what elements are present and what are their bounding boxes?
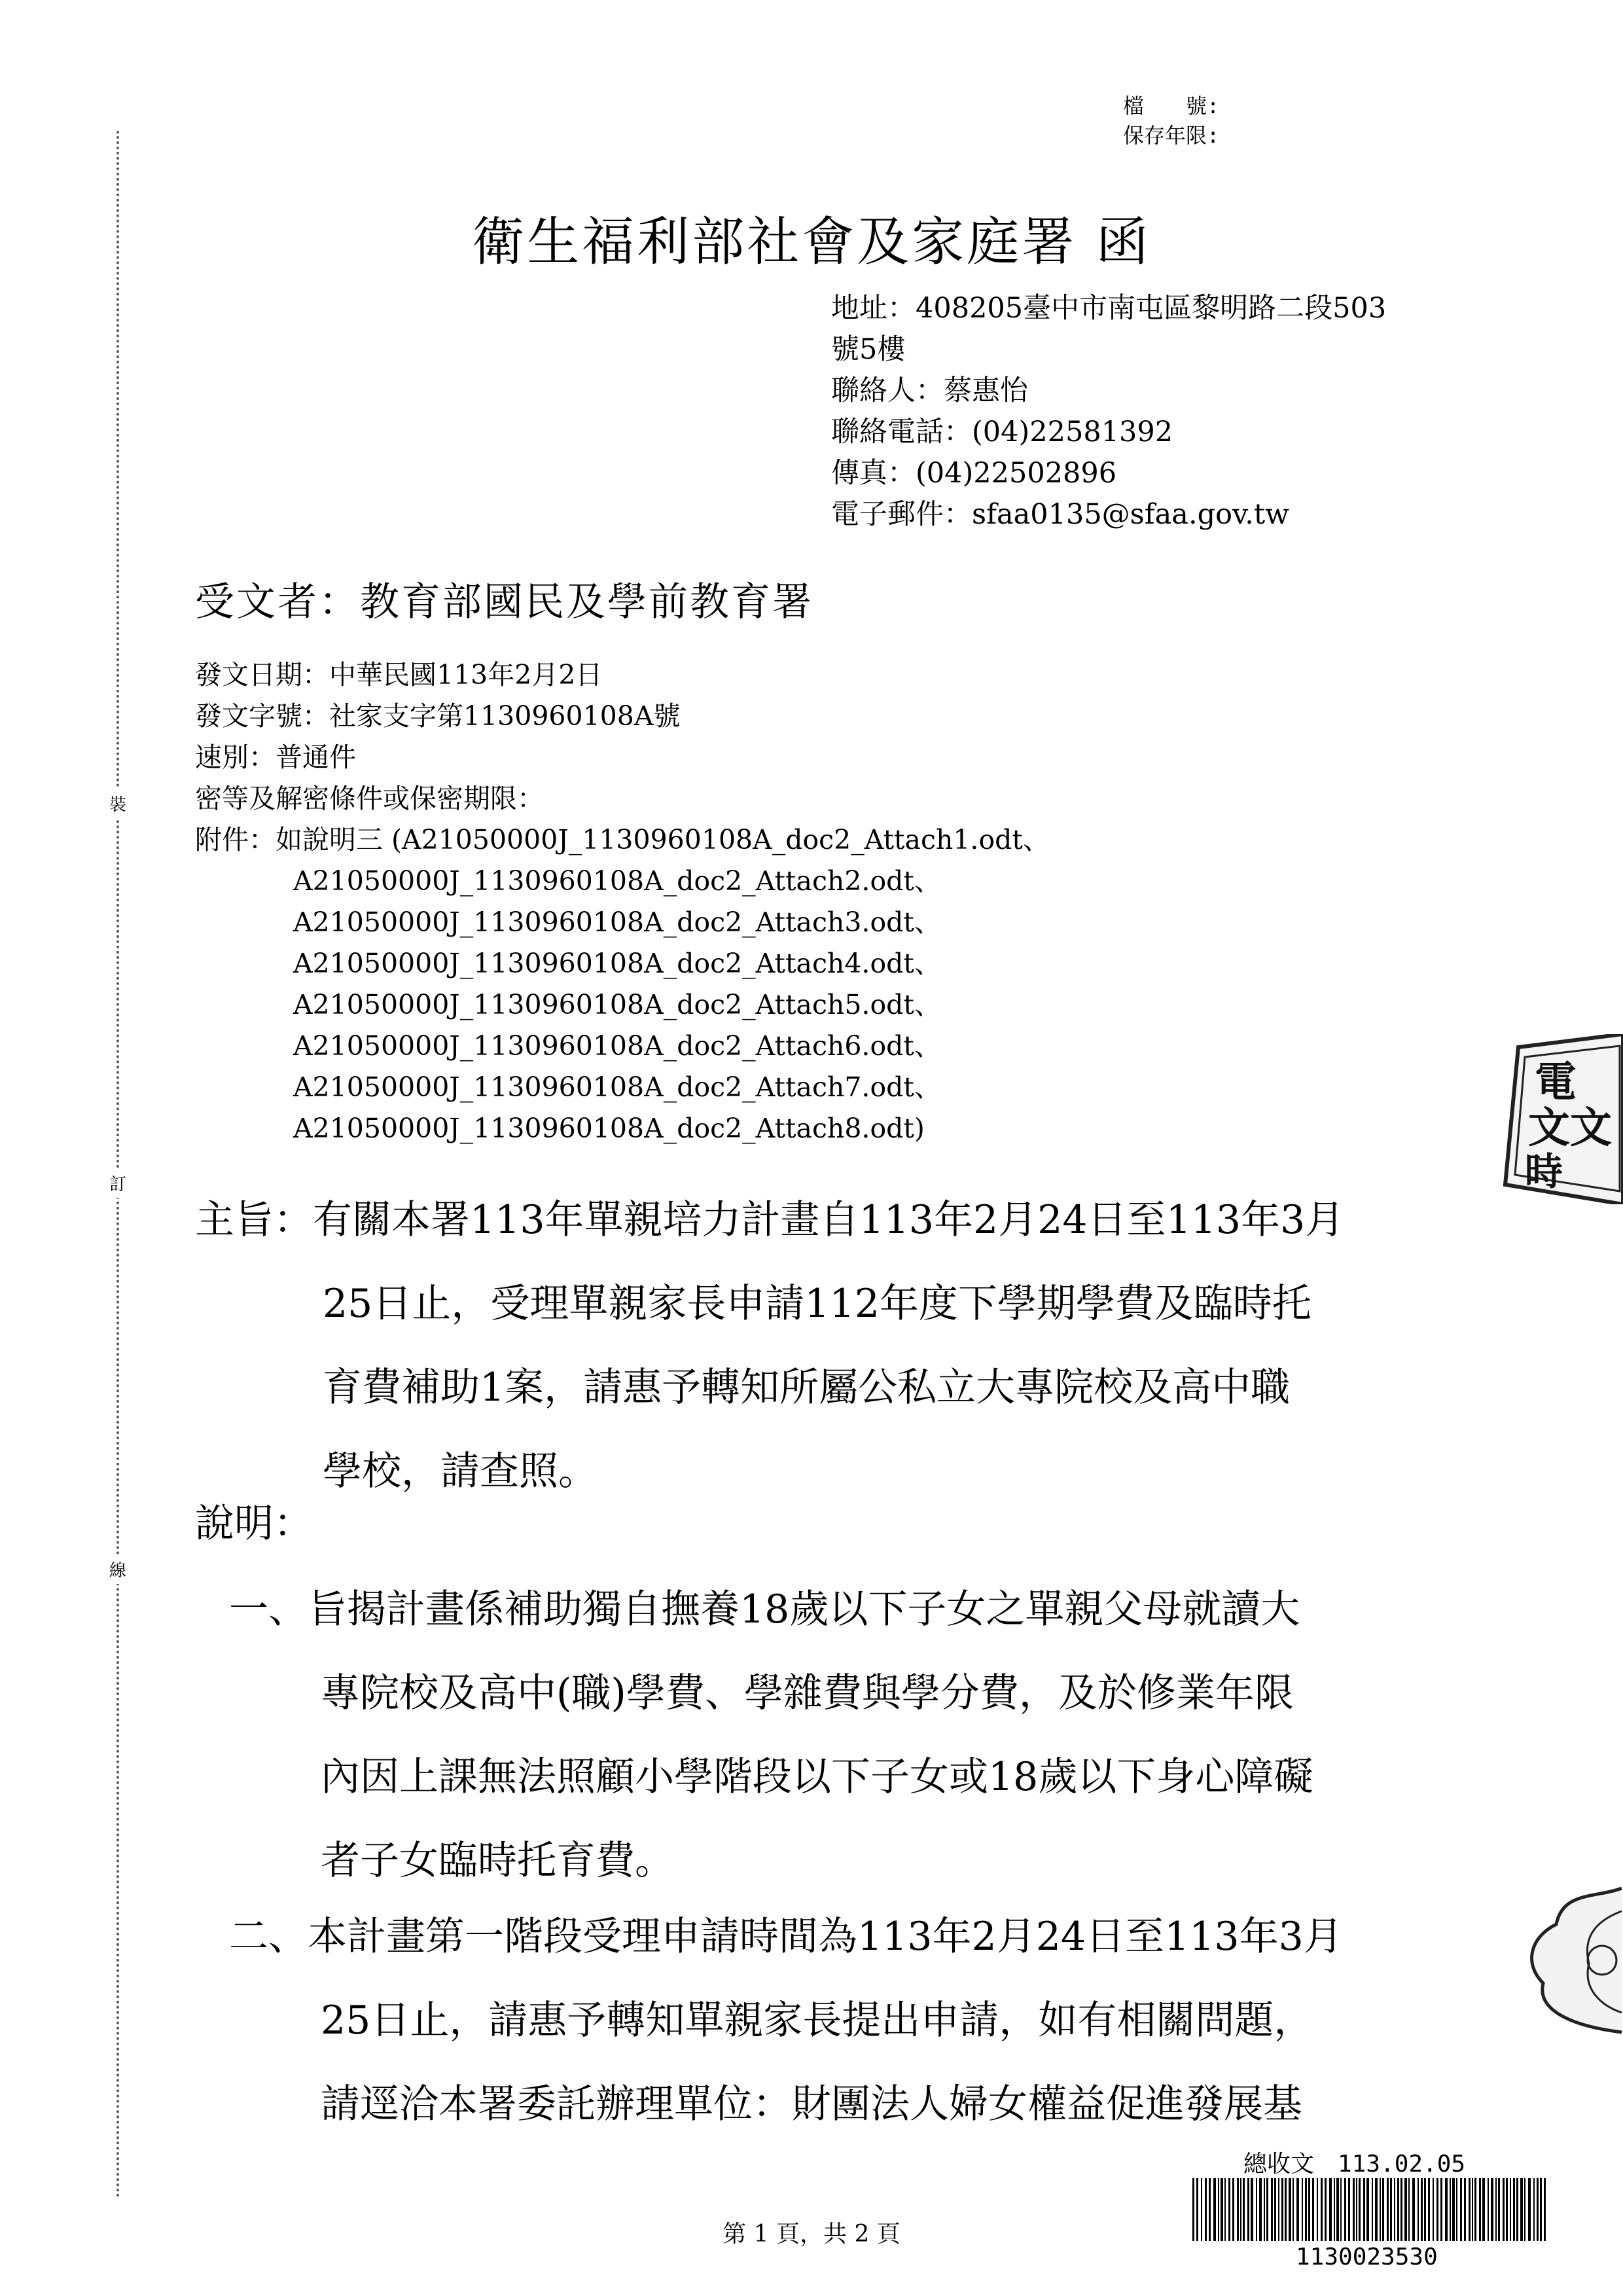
- description-heading: 說明：: [195, 1501, 313, 1547]
- attachment-item: A21050000J_1130960108A_doc2_Attach2.odt、: [293, 865, 941, 897]
- received-stamp: 總收文 113.02.05: [1243, 2151, 1466, 2178]
- address-line-1: 地址：408205臺中市南屯區黎明路二段503: [831, 292, 1387, 325]
- retention-label: 保存年限:: [1123, 122, 1220, 148]
- speed-class: 速別：普通件: [195, 742, 356, 773]
- contact-phone: 聯絡電話：(04)22581392: [831, 416, 1173, 448]
- recipient: 受文者：教育部國民及學前教育署: [195, 579, 813, 625]
- description-line: 25日止，請惠予轉知單親家長提出申請，如有相關問題，: [321, 1998, 1313, 2043]
- document-meta: [195, 655, 1050, 1149]
- contact-fax: 傳真：(04)22502896: [831, 457, 1117, 490]
- contact-email: 電子郵件：sfaa0135@sfaa.gov.tw: [831, 498, 1289, 531]
- binding-mark-xian: 線: [109, 1554, 127, 1584]
- issue-date: 發文日期：中華民國113年2月2日: [195, 659, 603, 691]
- description-line: 一、旨揭計畫係補助獨自撫養18歲以下子女之單親父母就讀大: [229, 1587, 1300, 1632]
- attachment-item: A21050000J_1130960108A_doc2_Attach7.odt、: [293, 1071, 941, 1103]
- document-title: 衛生福利部社會及家庭署 函: [472, 211, 1151, 272]
- description-line: 請逕洽本署委託辦理單位：財團法人婦女權益促進發展基: [321, 2081, 1302, 2127]
- page-number: 第 1 頁，共 2 頁: [722, 2221, 901, 2248]
- attachment-item: A21050000J_1130960108A_doc2_Attach4.odt、: [293, 948, 941, 979]
- subject-section: [195, 1178, 1344, 1513]
- binding-mark-ding: 訂: [109, 1168, 127, 1198]
- description-line: 內因上課無法照顧小學階段以下子女或18歲以下身心障礙: [321, 1754, 1313, 1800]
- subject-line: 育費補助1案，請惠予轉知所屬公私立大專院校及高中職: [323, 1365, 1291, 1410]
- attachment-item: A21050000J_1130960108A_doc2_Attach3.odt、: [293, 906, 941, 938]
- description-line: 二、本計畫第一階段受理申請時間為113年2月24日至113年3月: [229, 1914, 1343, 1960]
- document-number: 發文字號：社家支字第1130960108A號: [195, 700, 681, 732]
- file-number-label: 檔 號:: [1123, 94, 1220, 118]
- page-seam-stamp: [1517, 1885, 1623, 2036]
- attachment-item: A21050000J_1130960108A_doc2_Attach6.odt、: [293, 1030, 941, 1062]
- svg-text:電: 電: [1535, 1058, 1577, 1107]
- attachment-item: A21050000J_1130960108A_doc2_Attach8.odt): [293, 1113, 925, 1144]
- sender-info: [831, 288, 1386, 535]
- svg-text:文文: 文文: [1528, 1103, 1612, 1153]
- subject-line: 主旨：有關本署113年單親培力計畫自113年2月24日至113年3月: [195, 1197, 1345, 1243]
- description-line: 專院校及高中(職)學費、學雜費與學分費，及於修業年限: [321, 1670, 1294, 1716]
- secrecy-level: 密等及解密條件或保密期限：: [195, 783, 544, 814]
- subject-line: 25日止，受理單親家長申請112年度下學期學費及臨時托: [323, 1281, 1311, 1327]
- archive-info: [1123, 92, 1219, 151]
- binding-mark-zhuang: 裝: [109, 789, 127, 818]
- exchange-seal-stamp: [1499, 1034, 1623, 1204]
- address-line-2: 號5樓: [831, 333, 906, 366]
- attachments-line: 附件：如說明三 (A21050000J_1130960108A_doc2_Attach1.odt、: [195, 824, 1050, 855]
- subject-line: 學校，請查照。: [323, 1448, 597, 1494]
- attachment-item: A21050000J_1130960108A_doc2_Attach5.odt、: [293, 989, 941, 1020]
- binding-margin-line: [116, 131, 119, 2199]
- svg-text:時: 時: [1525, 1149, 1563, 1194]
- barcode-number: 1130023530: [1296, 2244, 1438, 2270]
- description-item-1: [229, 1568, 1313, 1903]
- description-item-2: [229, 1895, 1343, 2146]
- contact-person: 聯絡人：蔡惠怡: [831, 374, 1028, 407]
- description-line: 者子女臨時托育費。: [321, 1838, 674, 1884]
